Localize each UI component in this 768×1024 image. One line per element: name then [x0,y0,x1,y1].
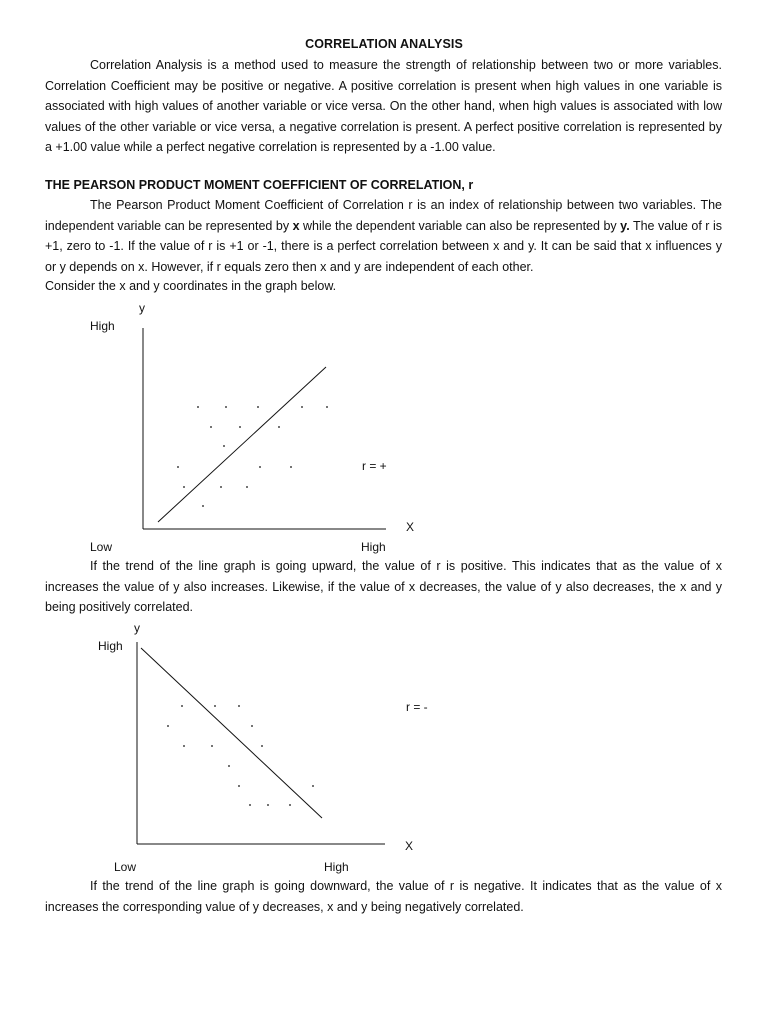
x-axis-label: X [405,839,414,853]
data-point [202,505,204,507]
data-point [290,466,292,468]
data-point [301,406,303,408]
x-axis-high-label: High [324,860,349,874]
trend-line-downward [141,648,322,818]
data-point [238,785,240,787]
data-point [223,445,225,447]
y-axis-label: y [139,301,145,315]
x-axis-low-label: Low [90,540,113,554]
page-title: CORRELATION ANALYSIS [305,37,463,51]
data-point [278,426,280,428]
data-point [177,466,179,468]
y-axis-high-label: High [98,639,123,653]
data-point [267,804,269,806]
data-point [251,725,253,727]
data-point [259,466,261,468]
positive-paragraph [45,556,722,618]
pearson-text-end: The value of r is +1, zero to -1. If the value of r is +1 or -1, there is a perfect correlation between x and y. It can be said that x influences y or y depends on x. However, if r equals zero then x and y are independent of each other. [45,218,722,274]
data-point [211,745,213,747]
x-axis-label: X [406,520,415,534]
data-point [183,745,185,747]
trend-line-upward [158,367,326,522]
intro-paragraph [45,55,722,158]
positive-correlation-graph [0,295,768,560]
data-point [238,705,240,707]
data-point [183,486,185,488]
data-point [249,804,251,806]
data-point [261,745,263,747]
data-point [214,705,216,707]
data-point [210,426,212,428]
negative-paragraph [45,876,722,917]
data-point [246,486,248,488]
y-variable: y. [620,218,630,233]
data-point [181,705,183,707]
negative-correlation-graph [0,615,768,880]
data-point [228,765,230,767]
y-axis-label: y [134,621,140,635]
pearson-text-start: The Pearson Product Moment Coefficient of Correlation r is an index of relationship between two variables. The independent variable can be represented by [45,198,722,233]
data-point [312,785,314,787]
pearson-paragraph [45,195,722,277]
r-negative-label: r = - [406,700,428,714]
negative-text: If the trend of the line graph is going downward, the value of r is negative. It indicates that as the value of x increases the corresponding value of y decreases, x and y being negatively correlated. [45,879,722,914]
pearson-text-mid: while the dependent variable can also be represented by [299,218,621,233]
pearson-heading: THE PEARSON PRODUCT MOMENT COEFFICIENT OF CORRELATION, r [45,178,474,192]
x-variable: x [292,218,300,233]
intro-text: Correlation Analysis is a method used to measure the strength of relationship between two or more variables. Correlation Coefficient may be positive or negative. A positive correlation is present when high values in one variable is associated with high values of another variable or vice versa. On the other hand, when high values is associated with low values of the other variable or vice versa, a negative correlation is present. A perfect positive correlation is represented by a +1.00 value while a perfect negative correlation is represented by a -1.00 value. [45,58,722,154]
x-axis-high-label: High [361,540,386,554]
x-axis-low-label: Low [114,860,137,874]
data-point [167,725,169,727]
y-axis-high-label: High [90,319,115,333]
data-point [225,406,227,408]
data-point [326,406,328,408]
scatter-points [177,406,328,507]
data-point [289,804,291,806]
data-point [257,406,259,408]
scatter-points [167,705,314,806]
r-positive-label: r = + [362,459,387,473]
positive-text: If the trend of the line graph is going upward, the value of r is positive. This indicates that as the value of x increases the value of y also increases. Likewise, if the value of x decreases, the value of y also decreases, the x and y being positively correlated. [45,559,722,614]
data-point [239,426,241,428]
consider-line: Consider the x and y coordinates in the graph below. [45,279,337,293]
data-point [220,486,222,488]
data-point [197,406,199,408]
